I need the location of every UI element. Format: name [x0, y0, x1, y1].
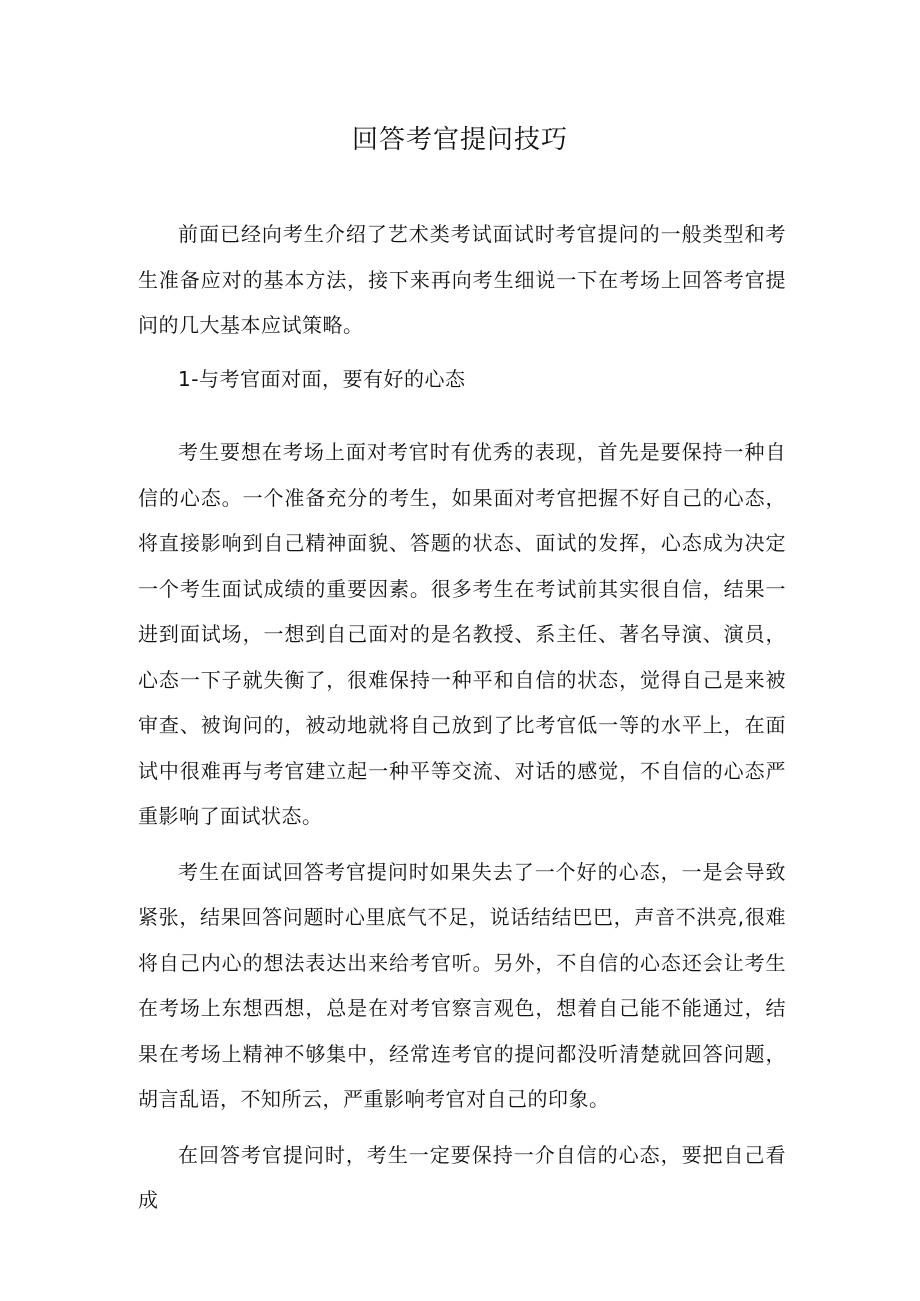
- section-heading: 1-与考官面对面，要有好的心态: [178, 366, 466, 391]
- document-body: [138, 212, 786, 1224]
- body-paragraph: 考生要想在考场上面对考官时有优秀的表现，首先是要保持一种自信的心态。一个准备充分的考生，如果面对考官把握不好自己的心态，将直接影响到自己精神面貌、答题的状态、面试的发挥，心态成为决定一个考生面试成绩的重要因素。很多考生在考试前其实很自信，结果一进到面试场，一想到自己面对的是名教授、系主任、著名导演、演员，心态一下子就失衡了，很难保持一种平和自信的状态，觉得自己是来被审查、被询问的，被动地就将自己放到了比考官低一等的水平上，在面试中很难再与考官建立起一种平等交流、对话的感觉，不自信的心态严重影响了面试状态。: [138, 440, 786, 828]
- body-paragraph: 考生在面试回答考官提问时如果失去了一个好的心态，一是会导致紧张，结果回答问题时心里底气不足，说话结结巴巴，声音不洪亮,很难将自己内心的想法表达出来给考官听。另外，不自信的心态还会让考生在考场上东想西想，总是在对考官察言观色，想着自己能不能通过，结果在考场上精神不够集中，经常连考官的提问都没听清楚就回答问题，胡言乱语，不知所云，严重影响考官对自己的印象。: [138, 859, 786, 1111]
- intro-paragraph: 前面已经向考生介绍了艺术类考试面试时考官提问的一般类型和考生准备应对的基本方法，接下来再向考生细说一下在考场上回答考官提问的几大基本应试策略。: [138, 222, 786, 337]
- document-title: 回答考官提问技巧: [351, 125, 568, 155]
- body-paragraph: 在回答考官提问时，考生一定要保持一介自信的心态，要把自己看成: [138, 1142, 786, 1212]
